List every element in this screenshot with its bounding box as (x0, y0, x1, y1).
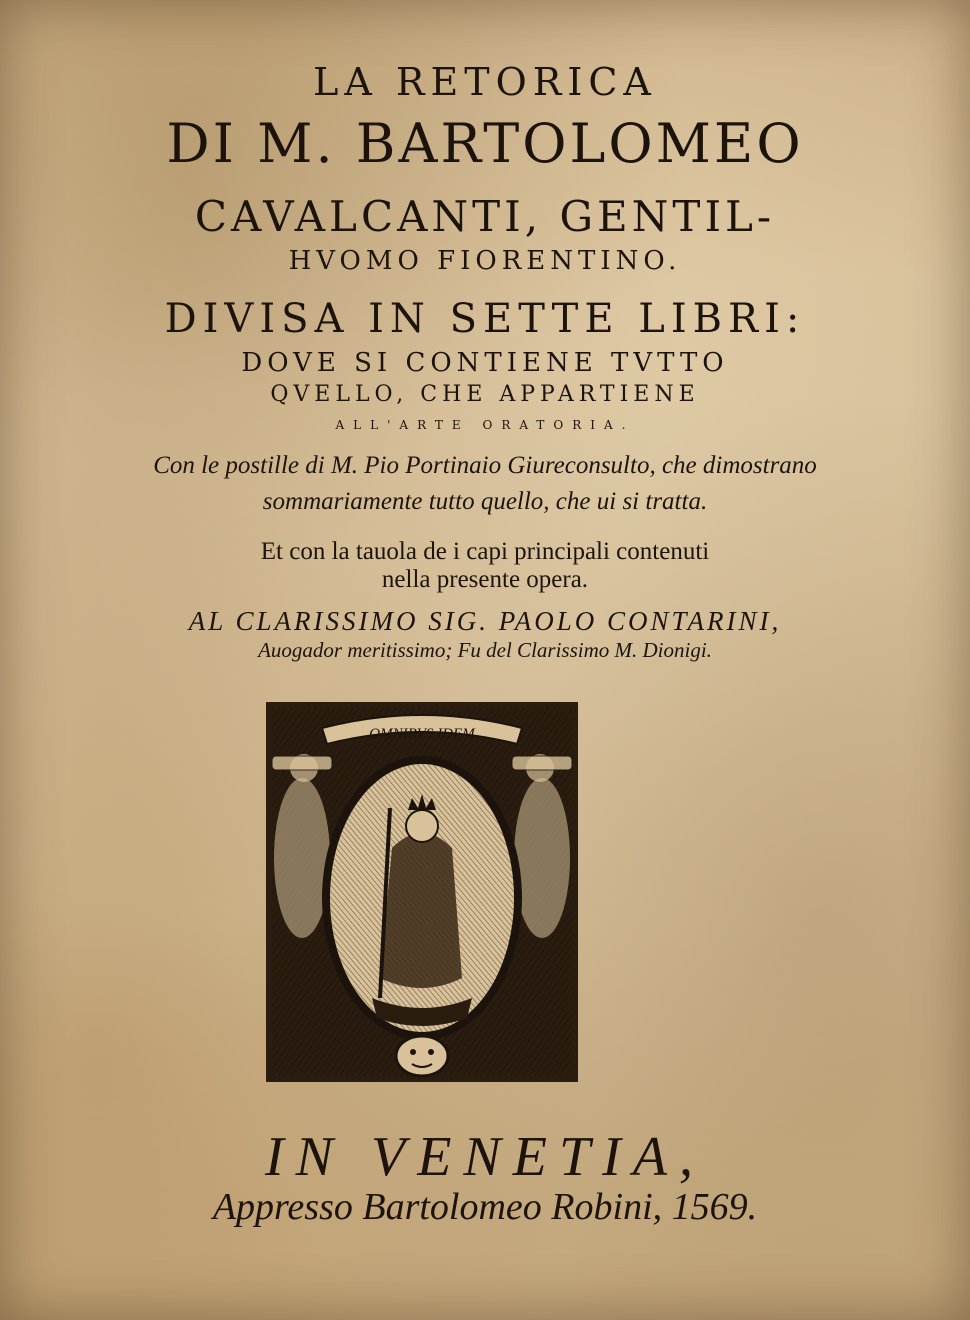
subtitle-line-3: QVELLO, CHE APPARTIENE (270, 382, 700, 407)
title-line-2: DI M. BARTOLOMEO (166, 112, 804, 175)
dedication-line-2: Auogador meritissimo; Fu del Clarissimo M. Dionigi. (258, 638, 712, 662)
subtitle-line-1: DIVISA IN SETTE LIBRI: (164, 296, 806, 342)
imprint-line-1: IN VENETIA, (265, 1126, 705, 1188)
imprint-line-2: Appresso Bartolomeo Robini, 1569. (212, 1186, 758, 1228)
postille-line-2: sommariamente tutto quello, che ui si tratta. (262, 488, 708, 515)
title-line-3: CAVALCANTI, GENTIL- (194, 192, 776, 241)
subtitle-line-4: ALL'ARTE ORATORIA. (335, 418, 635, 432)
title-line-4: HVOMO FIORENTINO. (288, 246, 682, 276)
title-line-1: LA RETORICA (313, 60, 657, 104)
device-motto: OMNIBVS IDEM (369, 726, 475, 742)
printer-mark-woodcut-icon (262, 698, 582, 1086)
dedication-line-1: AL CLARISSIMO SIG. PAOLO CONTARINI, (188, 606, 782, 636)
tavola-line-2: nella presente opera. (381, 566, 589, 593)
postille-line-1: Con le postille di M. Pio Portinaio Giureconsulto, che dimostrano (153, 452, 817, 479)
tavola-line-1: Et con la tauola de i capi principali contenuti (260, 538, 710, 565)
subtitle-line-2: DOVE SI CONTIENE TVTTO (241, 348, 729, 378)
